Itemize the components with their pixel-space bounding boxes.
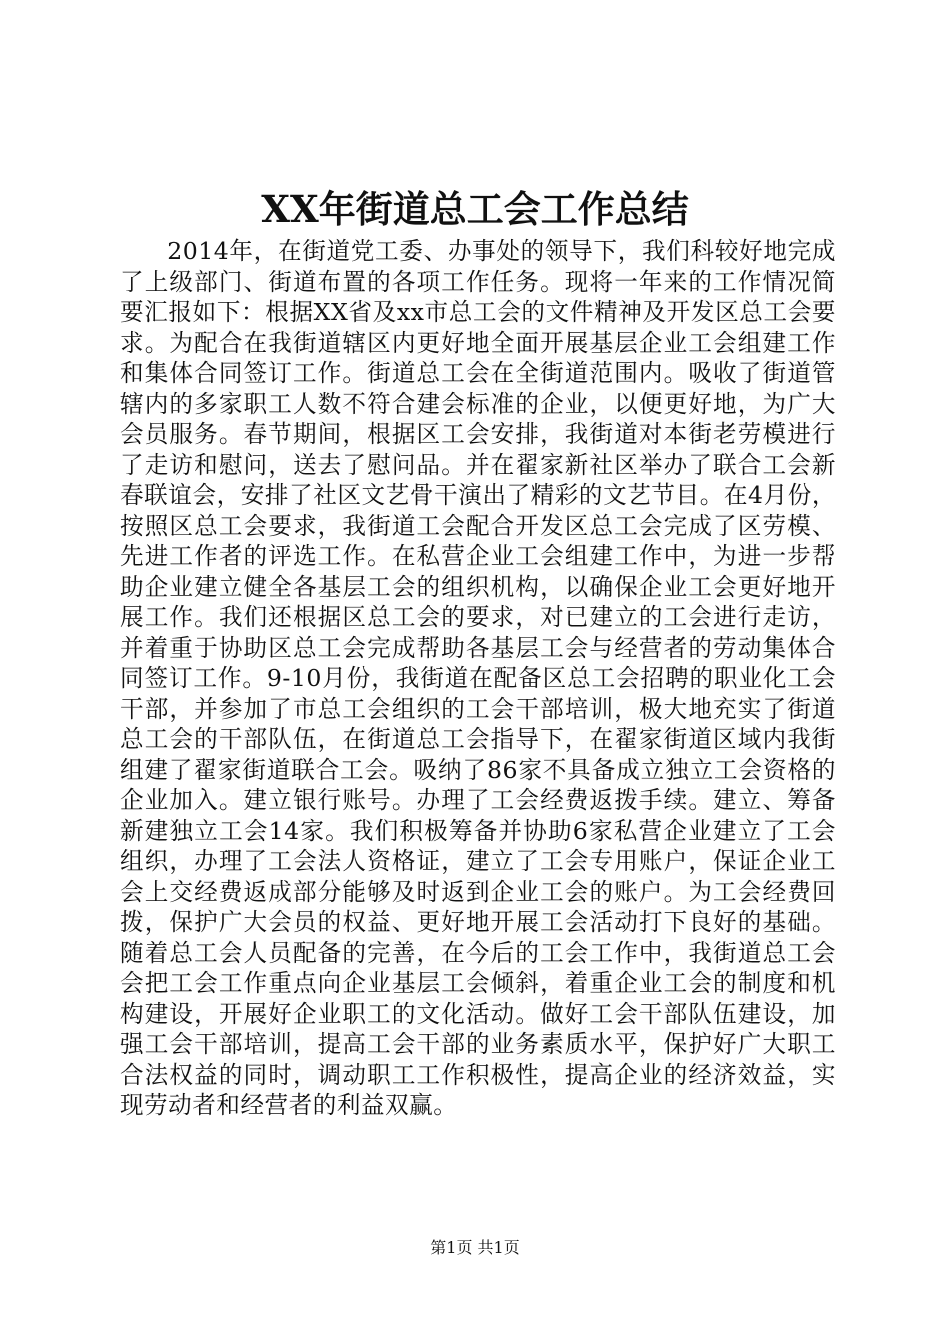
page-footer: 第1页 共1页 [430, 1238, 520, 1257]
document-title: XX年街道总工会工作总结 [261, 187, 689, 231]
document-body-paragraph: 2014年，在街道党工委、办事处的领导下，我们科较好地完成了上级部门、街道布置的各项工作任务。现将一年来的工作情况简要汇报如下：根据XX省及xx市总工会的文件精神及开发区总工会要求。为配合在我街道辖区内更好地全面开展基层企业工会组建工作和集体合同签订工作。街道总工会在全街道范围内。吸收了街道管辖内的多家职工人数不符合建会标准的企业，以便更好地，为广大会员服务。春节期间，根据区工会安排，我街道对本街老劳模进行了走访和慰问，送去了慰问品。并在翟家新社区举办了联合工会新春联谊会，安排了社区文艺骨干演出了精彩的文艺节目。在4月份，按照区总工会要求，我街道工会配合开发区总工会完成了区劳模、先进工作者的评选工作。在私营企业工会组建工作中，为进一步帮助企业建立健全各基层工会的组织机构，以确保企业工会更好地开展工作。我们还根据区总工会的要求，对已建立的工会进行走访，并着重于协助区总工会完成帮助各基层工会与经营者的劳动集体合同签订工作。9-10月份，我街道在配备区总工会招聘的职业化工会干部，并参加了市总工会组织的工会干部培训，极大地充实了街道总工会的干部队伍，在街道总工会指导下，在翟家街道区域内我街组建了翟家街道联合工会。吸纳了86家不具备成立独立工会资格的企业加入。建立银行账号。办理了工会经费返拨手续。建立、筹备新建独立工会14家。我们积极筹备并协助6家私营企业建立了工会组织，办理了工会法人资格证，建立了工会专用账户，保证企业工会上交经费返成部分能够及时返到企业工会的账户。为工会经费回拨，保护广大会员的权益、更好地开展工会活动打下良好的基础。随着总工会人员配备的完善，在今后的工会工作中，我街道总工会会把工会工作重点向企业基层工会倾斜，着重企业工会的制度和机构建设，开展好企业职工的文化活动。做好工会干部队伍建设，加强工会干部培训，提高工会干部的业务素质水平，保护好广大职工合法权益的同时，调动职工工作积极性，提高企业的经济效益，实现劳动者和经营者的利益双赢。 [120, 237, 836, 1119]
